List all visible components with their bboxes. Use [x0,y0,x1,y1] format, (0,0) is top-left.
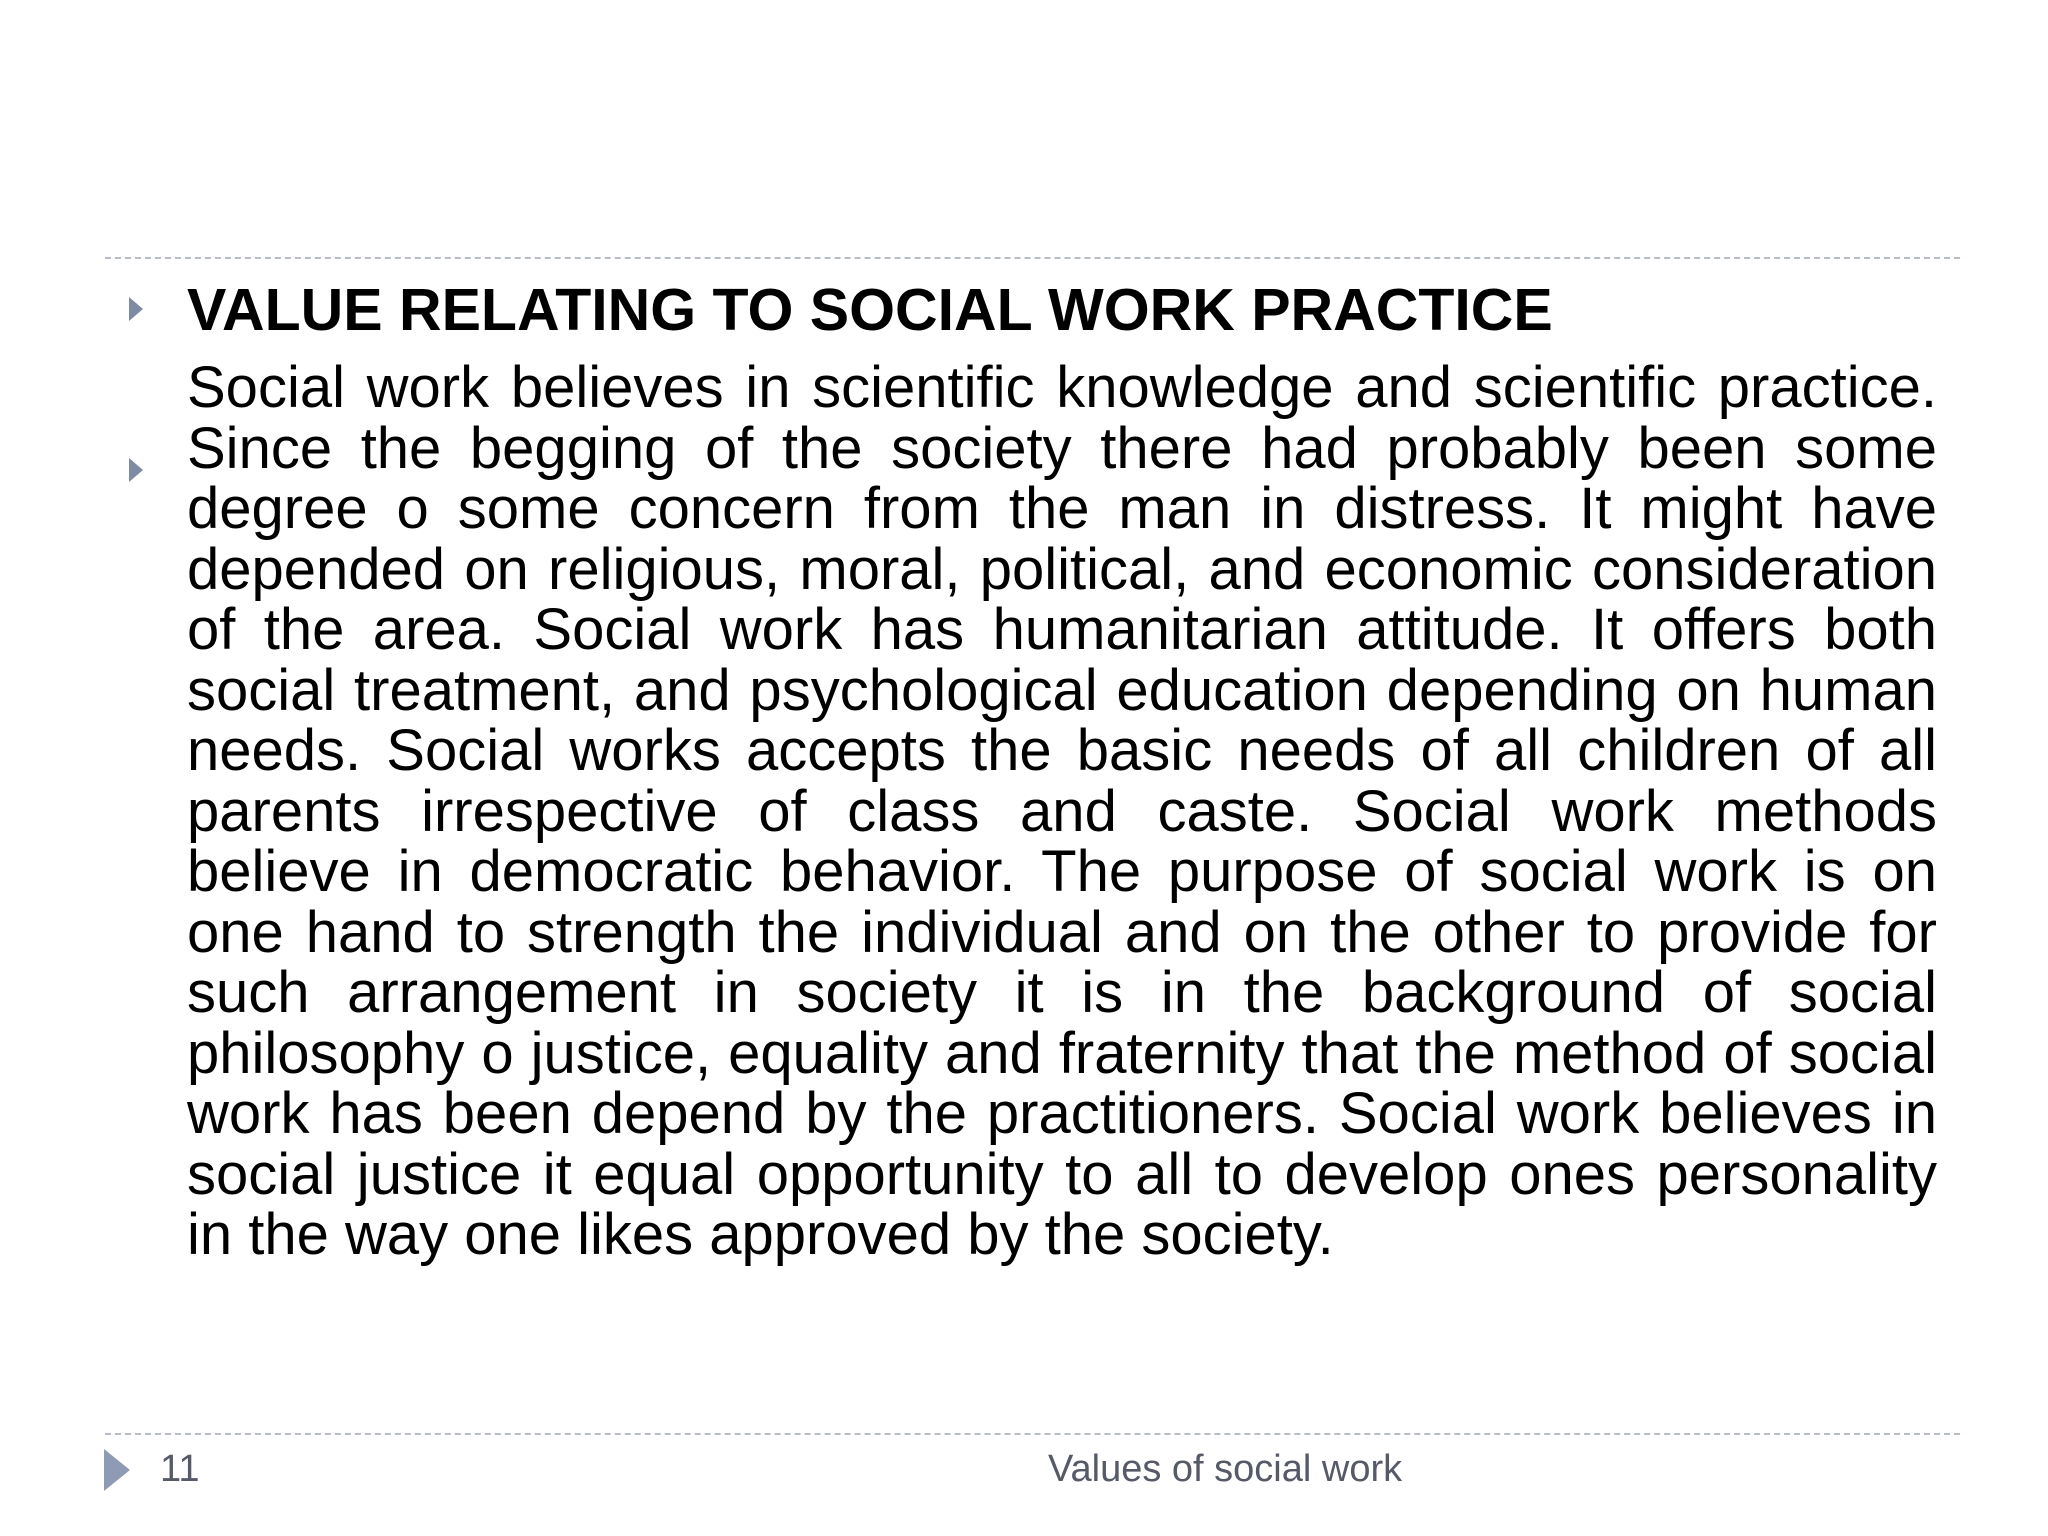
bullet-triangle-icon [129,458,143,482]
footer-triangle-icon [104,1449,130,1491]
bullet-item-body [125,350,1940,1266]
bullet-item-heading [125,270,1940,350]
slide-content [125,270,1940,1266]
slide-body-text: Social work believes in scientific knowledge and scientific practice. Since the begging of the society there had probably been some degree o some concern from the man in distress. It might have depended on religious, moral, political, and economic consideration of the area. Social work has humanitarian attitude. It offers both social treatment, and psychological education depending on human needs. Social works accepts the basic needs of all children of all parents irrespective of class and caste. Social work methods believe in democratic behavior. The purpose of social work is on one hand to strength the individual and on the other to provide for such arrangement in society it is in the background of social philosophy o justice, equality and fraternity that the method of social work has been depend by the practitioners. Social work believes in social justice it equal opportunity to all to develop ones personality in the way one likes approved by the society. [187,355,1937,1267]
bullet-triangle-icon [129,297,143,321]
top-divider [105,257,1960,259]
slide-heading: VALUE RELATING TO SOCIAL WORK PRACTICE [187,277,1553,343]
page-number: 11 [160,1448,200,1490]
bottom-divider [105,1433,1960,1435]
footer-title: Values of social work [1048,1448,1403,1490]
